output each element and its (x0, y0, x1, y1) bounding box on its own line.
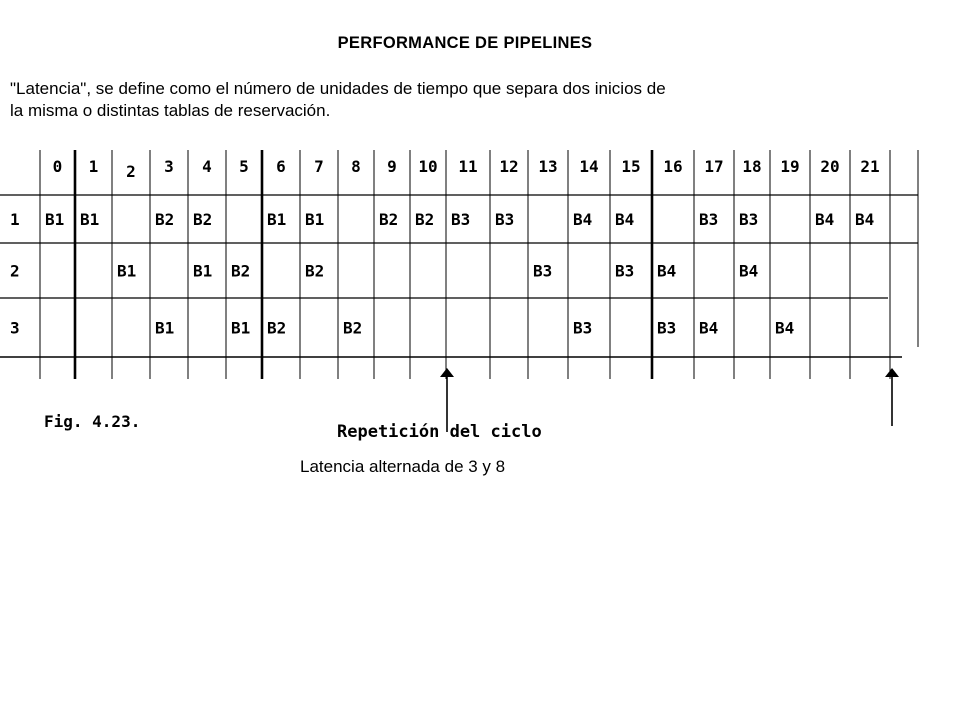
table-cell: B2 (343, 318, 363, 338)
table-cell: B2 (379, 210, 399, 229)
table-cell: B3 (699, 210, 719, 229)
table-cell: B4 (855, 210, 875, 229)
table-cell: B1 (305, 210, 325, 229)
definition-line-1: "Latencia", se define como el número de unidades de tiempo que separa dos inicios de (10, 79, 666, 98)
table-cell: B1 (117, 261, 137, 281)
table-cell: B3 (657, 318, 677, 338)
column-header: 14 (579, 157, 599, 176)
table-cell: B4 (573, 210, 593, 229)
column-header: 18 (742, 157, 762, 176)
table-cell: B1 (267, 210, 287, 229)
table-cell: B4 (739, 261, 759, 281)
column-header: 15 (621, 157, 641, 176)
column-header: 2 (126, 162, 136, 181)
table-cell: B3 (739, 210, 759, 229)
column-header: 6 (276, 157, 286, 176)
reservation-table-diagram (0, 140, 960, 450)
table-cell: B3 (533, 261, 553, 281)
table-cell: B3 (495, 210, 515, 229)
latency-definition (10, 78, 890, 122)
table-cell: B4 (815, 210, 835, 229)
table-cell: B4 (657, 261, 677, 281)
column-header: 11 (458, 157, 478, 176)
row-label: 1 (10, 210, 20, 229)
column-header: 10 (418, 157, 438, 176)
column-header: 7 (314, 157, 324, 176)
column-header: 13 (538, 157, 558, 176)
row-label: 2 (10, 261, 20, 281)
column-header: 4 (202, 157, 212, 176)
column-header: 19 (780, 157, 800, 176)
column-header: 5 (239, 157, 249, 176)
column-header: 9 (387, 157, 397, 176)
table-cell: B2 (231, 261, 251, 281)
table-grid (0, 150, 918, 379)
column-header: 16 (663, 157, 683, 176)
figure-label: Fig. 4.23. (44, 412, 141, 431)
table-cell: B1 (231, 318, 251, 338)
column-header: 0 (52, 157, 63, 176)
table-cell: B4 (699, 318, 719, 338)
table-cell: B3 (615, 261, 635, 281)
table-cell: B1 (155, 318, 175, 338)
column-header: 12 (499, 157, 519, 176)
table-cell: B2 (305, 261, 325, 281)
column-header: 20 (820, 157, 840, 176)
table-cell: B1 (80, 210, 100, 229)
table-cell: B2 (415, 210, 435, 229)
column-header: 21 (860, 157, 880, 176)
table-labels (10, 157, 880, 338)
figure-caption: Latencia alternada de 3 y 8 (300, 457, 506, 476)
table-cell: B4 (775, 318, 795, 338)
table-cell: B1 (193, 261, 213, 281)
column-header: 3 (164, 157, 174, 176)
arrow-head (885, 368, 899, 377)
definition-line-2: la misma o distintas tablas de reservación. (10, 101, 331, 120)
page-title: PERFORMANCE DE PIPELINES (337, 34, 593, 52)
table-cell: B1 (45, 210, 65, 229)
row-label: 3 (10, 318, 20, 338)
arrow-head (440, 368, 454, 377)
column-header: 8 (351, 157, 361, 176)
column-header: 1 (88, 157, 99, 176)
cycle-repetition-label: Repetición del ciclo (337, 422, 542, 442)
table-cell: B4 (615, 210, 635, 229)
table-cell: B2 (267, 318, 287, 338)
table-cell: B3 (573, 318, 593, 338)
table-cell: B2 (155, 210, 175, 229)
table-cell: B3 (451, 210, 471, 229)
column-header: 17 (704, 157, 724, 176)
table-cell: B2 (193, 210, 213, 229)
